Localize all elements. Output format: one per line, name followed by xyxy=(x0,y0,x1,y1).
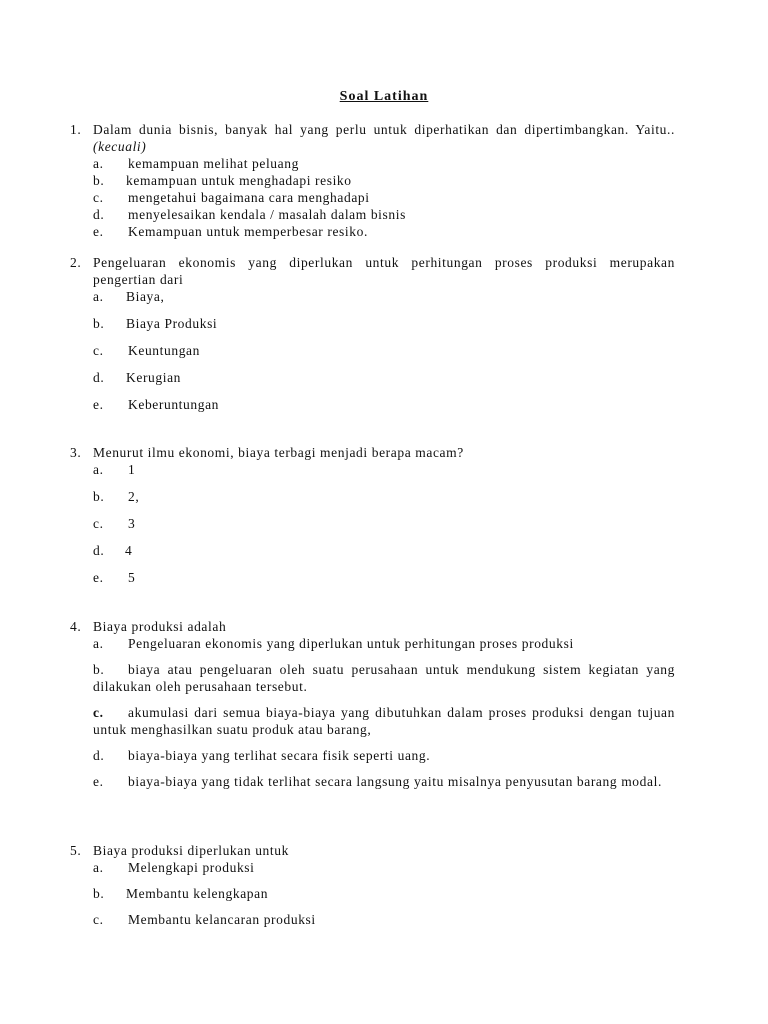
option-b xyxy=(70,488,675,505)
option-c xyxy=(70,911,675,928)
option-letter: c. xyxy=(93,190,104,205)
question-5 xyxy=(70,842,675,928)
option-letter: b. xyxy=(93,173,105,188)
question-note: (kecuali) xyxy=(93,139,147,154)
option-text: 2, xyxy=(128,489,140,504)
option-e xyxy=(70,223,675,240)
option-text: Membantu kelancaran produksi xyxy=(128,912,316,927)
question-stem xyxy=(70,842,675,859)
question-number: 3. xyxy=(70,445,82,460)
option-text: Biaya, xyxy=(126,289,165,304)
option-letter: c. xyxy=(93,516,104,531)
option-letter: d. xyxy=(93,748,105,763)
option-d xyxy=(70,369,675,386)
option-text: Biaya Produksi xyxy=(126,316,218,331)
option-letter: d. xyxy=(93,543,105,558)
option-c xyxy=(70,189,675,206)
option-text: kemampuan melihat peluang xyxy=(128,156,299,171)
option-text: 3 xyxy=(128,516,136,531)
option-a xyxy=(70,859,675,876)
option-b xyxy=(70,315,675,332)
option-letter: b. xyxy=(93,489,105,504)
option-d xyxy=(70,542,675,559)
option-letter: b. xyxy=(93,662,105,677)
option-d xyxy=(70,747,675,764)
option-letter: a. xyxy=(93,636,104,651)
option-text: Melengkapi produksi xyxy=(128,860,255,875)
question-stem xyxy=(70,618,675,635)
option-c xyxy=(70,704,675,738)
option-letter: a. xyxy=(93,860,104,875)
option-letter: a. xyxy=(93,156,104,171)
option-text: Keberuntungan xyxy=(128,397,220,412)
option-text: Keuntungan xyxy=(128,343,200,358)
option-e xyxy=(70,396,675,413)
question-4 xyxy=(70,618,675,790)
question-3 xyxy=(70,444,675,586)
option-c xyxy=(70,515,675,532)
option-text: biaya-biaya yang terlihat secara fisik seperti uang. xyxy=(128,748,431,763)
option-text: Membantu kelengkapan xyxy=(126,886,269,901)
option-letter: e. xyxy=(93,224,104,239)
option-text: 4 xyxy=(125,543,133,558)
question-stem xyxy=(70,121,675,155)
option-text: 1 xyxy=(128,462,136,477)
question-stem xyxy=(70,444,675,461)
question-number: 5. xyxy=(70,843,82,858)
option-text: mengetahui bagaimana cara menghadapi xyxy=(128,190,370,205)
option-letter: e. xyxy=(93,570,104,585)
option-text: biaya atau pengeluaran oleh suatu perusahaan untuk mendukung sistem kegiatan yang dilakukan oleh perusahaan tersebut. xyxy=(93,662,675,694)
option-letter: c. xyxy=(93,343,104,358)
option-text: menyelesaikan kendala / masalah dalam bisnis xyxy=(128,207,406,222)
option-a xyxy=(70,461,675,478)
question-text: Menurut ilmu ekonomi, biaya terbagi menjadi berapa macam? xyxy=(93,445,464,460)
option-text: Kemampuan untuk memperbesar resiko. xyxy=(128,224,368,239)
question-1 xyxy=(70,121,675,240)
option-a xyxy=(70,288,675,305)
option-letter: e. xyxy=(93,774,104,789)
option-a xyxy=(70,635,675,652)
option-a xyxy=(70,155,675,172)
option-letter: d. xyxy=(93,207,105,222)
option-text: Pengeluaran ekonomis yang diperlukan untuk perhitungan proses produksi xyxy=(128,636,574,651)
option-b xyxy=(70,661,675,695)
option-letter: c. xyxy=(93,705,104,720)
option-e xyxy=(70,773,675,790)
option-letter: d. xyxy=(93,370,105,385)
option-text: kemampuan untuk menghadapi resiko xyxy=(126,173,352,188)
question-text: Pengeluaran ekonomis yang diperlukan untuk perhitungan proses produksi merupakan pengertian dari xyxy=(93,255,675,287)
option-text: biaya-biaya yang tidak terlihat secara langsung yaitu misalnya penyusutan barang modal. xyxy=(128,774,662,789)
option-b xyxy=(70,172,675,189)
option-letter: c. xyxy=(93,912,104,927)
option-letter: e. xyxy=(93,397,104,412)
option-text: Kerugian xyxy=(126,370,182,385)
option-b xyxy=(70,885,675,902)
question-text: Biaya produksi diperlukan untuk xyxy=(93,843,289,858)
option-c xyxy=(70,342,675,359)
option-letter: a. xyxy=(93,462,104,477)
option-letter: a. xyxy=(93,289,104,304)
option-letter: b. xyxy=(93,316,105,331)
option-e xyxy=(70,569,675,586)
question-stem xyxy=(70,254,675,288)
option-text: akumulasi dari semua biaya-biaya yang dibutuhkan dalam proses produksi dengan tujuan untuk menghasilkan suatu produk atau barang, xyxy=(93,705,675,737)
option-letter: b. xyxy=(93,886,105,901)
page-title: Soal Latihan xyxy=(339,89,429,104)
option-text: 5 xyxy=(128,570,136,585)
question-2 xyxy=(70,254,675,413)
question-number: 2. xyxy=(70,255,82,270)
option-d xyxy=(70,206,675,223)
question-number: 1. xyxy=(70,122,82,137)
question-number: 4. xyxy=(70,619,82,634)
question-text: Dalam dunia bisnis, banyak hal yang perlu untuk diperhatikan dan dipertimbangkan. Yaitu.. xyxy=(93,122,675,137)
question-text: Biaya produksi adalah xyxy=(93,619,227,634)
